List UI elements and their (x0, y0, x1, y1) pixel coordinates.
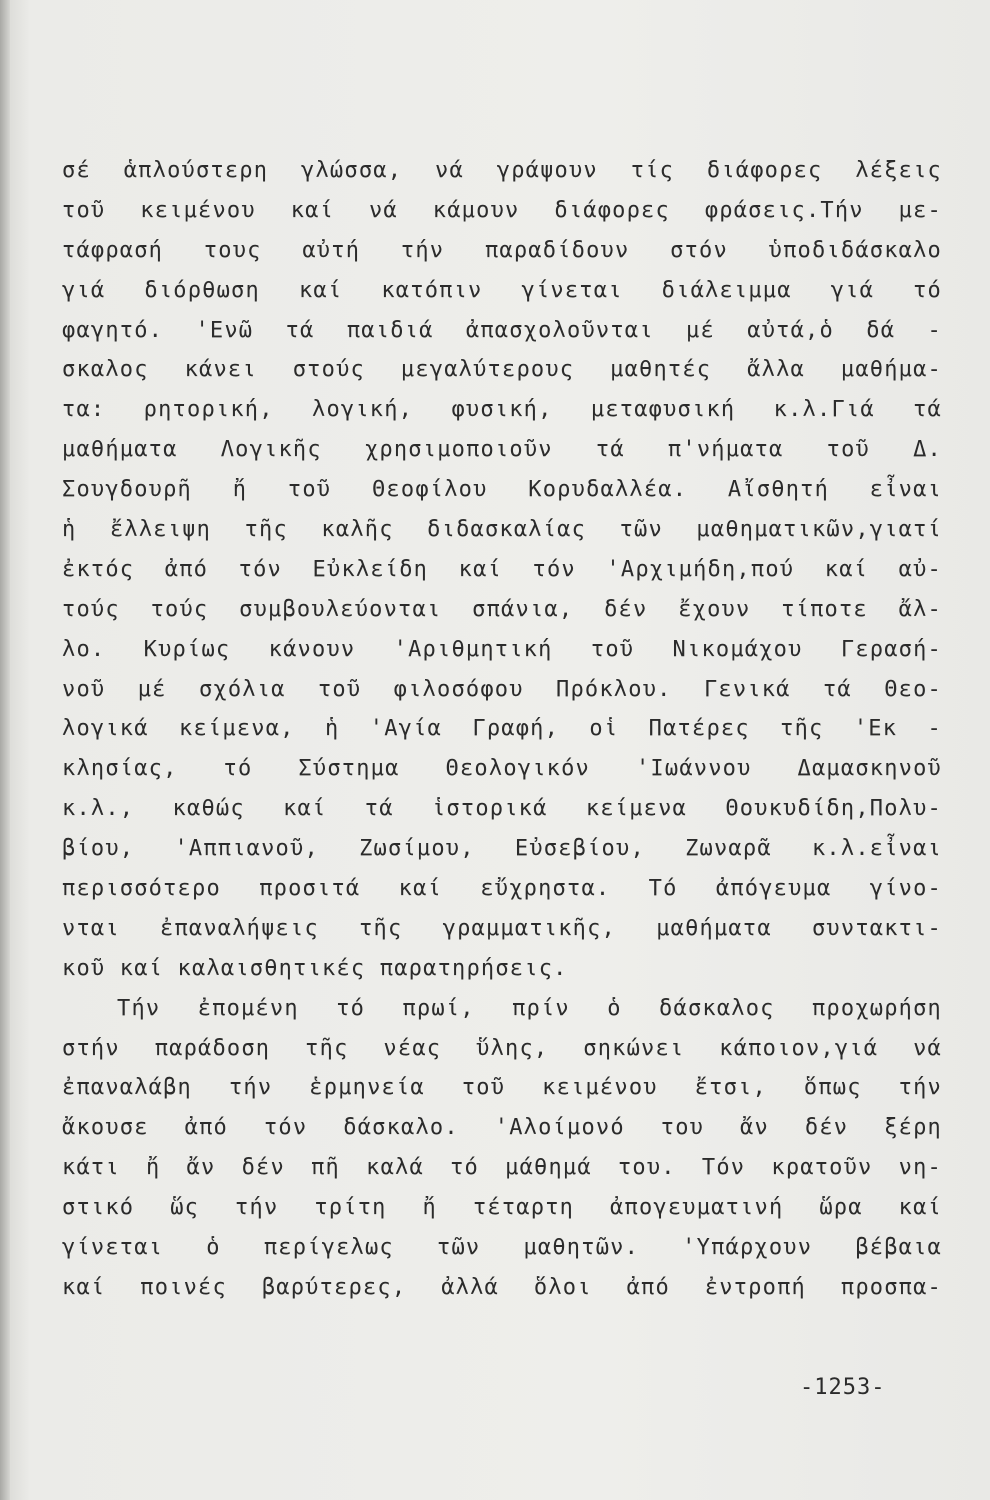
text-line: τα: ρητορική, λογική, φυσική, μεταφυσική κ.λ.Γιά τά (62, 397, 942, 423)
text-line: λογικά κείμενα, ἡ 'Αγία Γραφή, οἱ Πατέρες τῆς 'Εκ - (62, 716, 942, 742)
text-line: βίου, 'Αππιανοῦ, Ζωσίμου, Εὐσεβίου, Ζωναρᾶ κ.λ.εἶναι (62, 836, 942, 862)
text-line-paragraph-start: Τήν ἐπομένη τό πρωί, πρίν ὁ δάσκαλος προχωρήση (117, 995, 942, 1021)
body-text (62, 151, 942, 1308)
text-line: κλησίας, τό Σύστημα Θεολογικόν 'Ιωάννου Δαμασκηνοῦ (62, 756, 942, 782)
page-number: -1253- (800, 1375, 886, 1400)
text-line: ἡ ἔλλειψη τῆς καλῆς διδασκαλίας τῶν μαθηματικῶν,γιατί (62, 517, 942, 543)
text-line: ἐκτός ἀπό τόν Εὐκλείδη καί τόν 'Αρχιμήδη,πού καί αὐ- (62, 556, 942, 582)
text-line-paragraph-end: κοῦ καί καλαισθητικές παρατηρήσεις. (62, 955, 568, 981)
text-line: νται ἐπαναλήψεις τῆς γραμματικῆς, μαθήματα συντακτι- (62, 915, 942, 941)
text-line: καί ποινές βαρύτερες, ἀλλά ὅλοι ἀπό ἐντροπή προσπα- (62, 1274, 942, 1300)
text-line: σκαλος κάνει στούς μεγαλύτερους μαθητές ἄλλα μαθήμα- (62, 357, 942, 383)
text-line: τάφρασή τους αὐτή τήν παραδίδουν στόν ὑποδιδάσκαλο (62, 237, 942, 263)
text-line: ἐπαναλάβη τήν ἑρμηνεία τοῦ κειμένου ἔτσι, ὅπως τήν (62, 1075, 942, 1101)
text-line: τούς τούς συμβουλεύονται σπάνια, δέν ἔχουν τίποτε ἄλ- (62, 596, 942, 622)
text-line: κάτι ἤ ἄν δέν πῆ καλά τό μάθημά του. Τόν κρατοῦν νη- (62, 1155, 942, 1181)
page-binding-edge (0, 0, 10, 1500)
text-line: φαγητό. 'Ενῶ τά παιδιά ἀπασχολοῦνται μέ αὐτά,ὁ δά - (62, 317, 942, 343)
text-line: τοῦ κειμένου καί νά κάμουν διάφορες φράσεις.Τήν με- (62, 197, 942, 223)
text-line: στήν παράδοση τῆς νέας ὕλης, σηκώνει κάποιον,γιά νά (62, 1035, 942, 1061)
text-line: περισσότερο προσιτά καί εὔχρηστα. Τό ἀπόγευμα γίνο- (62, 876, 942, 902)
text-line: σέ ἁπλούστερη γλώσσα, νά γράψουν τίς διάφορες λέξεις (62, 158, 942, 183)
text-line: κ.λ., καθώς καί τά ἱστορικά κείμενα Θουκυδίδη,Πολυ- (62, 796, 942, 822)
text-line: Σουγδουρῆ ἤ τοῦ Θεοφίλου Κορυδαλλέα. Αἴσθητή εἶναι (62, 477, 942, 503)
text-line: νοῦ μέ σχόλια τοῦ φιλοσόφου Πρόκλου. Γενικά τά Θεο- (62, 676, 942, 702)
text-line: γιά διόρθωση καί κατόπιν γίνεται διάλειμμα γιά τό (62, 277, 942, 303)
text-line: ἄκουσε ἀπό τόν δάσκαλο. 'Αλοίμονό του ἄν δέν ξέρη (62, 1115, 942, 1141)
text-line: μαθήματα Λογικῆς χρησιμοποιοῦν τά π'νήματα τοῦ Δ. (62, 437, 942, 463)
text-line: λο. Κυρίως κάνουν 'Αριθμητική τοῦ Νικομάχου Γερασή- (62, 636, 942, 662)
text-line: στικό ὥς τήν τρίτη ἤ τέταρτη ἀπογευματινή ὥρα καί (62, 1195, 942, 1221)
text-line: γίνεται ὁ περίγελως τῶν μαθητῶν. 'Υπάρχουν βέβαια (62, 1235, 942, 1261)
